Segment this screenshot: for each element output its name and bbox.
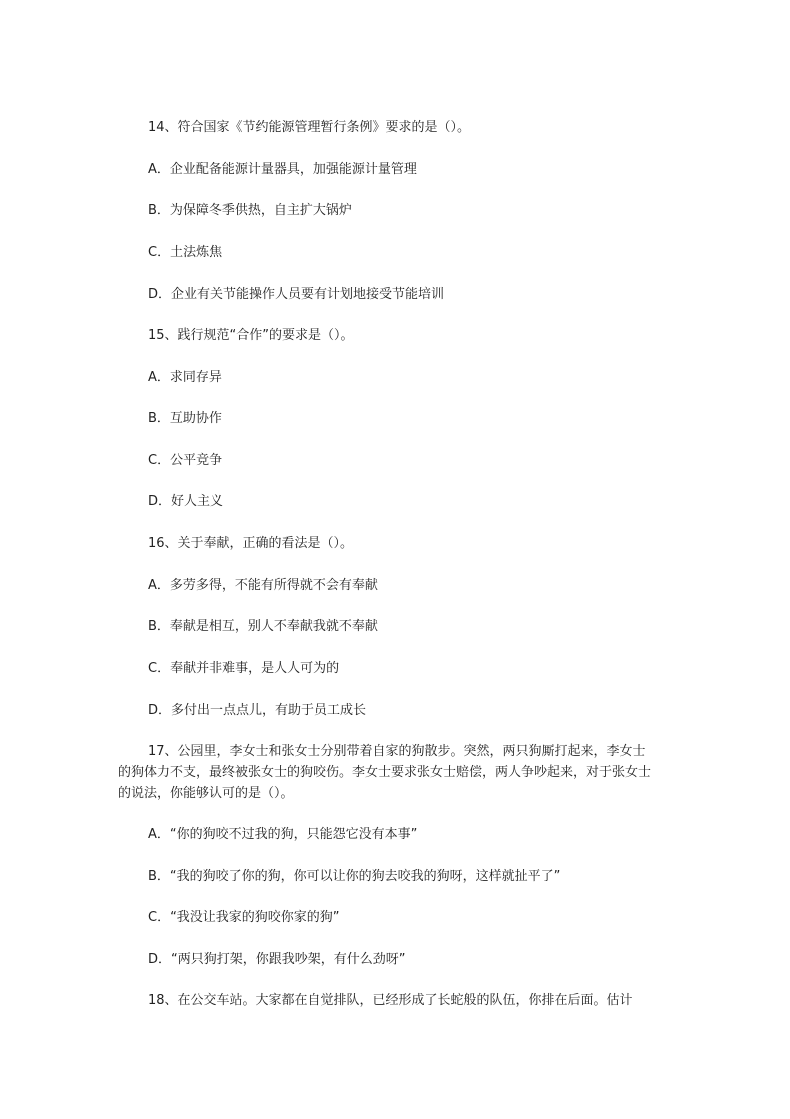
question-15-option-b: B．互助协作 — [148, 411, 222, 426]
question-16-option-a: A．多劳多得，不能有所得就不会有奉献 — [148, 578, 378, 593]
question-15-option-c: C．公平竞争 — [148, 453, 223, 468]
question-17-stem: 17、公园里，李女士和张女士分别带着自家的狗散步。突然，两只狗厮打起来，李女士的狗体力不支，最终被张女士的狗咬伤。李女士要求张女士赔偿，两人争吵起来，对于张女士的说法，你能够认可的是（）。 — [118, 744, 652, 801]
question-17-option-b: B．“我的狗咬了你的狗，你可以让你的狗去咬我的狗呀，这样就扯平了” — [148, 869, 561, 884]
question-15-option-d: D．好人主义 — [148, 494, 224, 509]
question-14-option-b: B．为保障冬季供热，自主扩大锅炉 — [148, 203, 352, 218]
question-14-option-d: D．企业有关节能操作人员要有计划地接受节能培训 — [148, 287, 445, 302]
question-14-option-c: C．土法炼焦 — [148, 245, 223, 260]
question-17-option-a: A．“你的狗咬不过我的狗，只能怨它没有本事” — [148, 827, 418, 842]
question-14-stem: 14、符合国家《节约能源管理暂行条例》要求的是（）。 — [148, 120, 471, 135]
question-17-option-d: D．“两只狗打架，你跟我吵架，有什么劲呀” — [148, 952, 406, 967]
question-16-option-b: B．奉献是相互，别人不奉献我就不奉献 — [148, 619, 378, 634]
question-16-stem: 16、关于奉献，正确的看法是（）。 — [148, 536, 354, 551]
question-16-option-d: D．多付出一点点儿，有助于员工成长 — [148, 703, 367, 718]
question-14-option-a: A．企业配备能源计量器具，加强能源计量管理 — [148, 162, 417, 177]
question-16-option-c: C．奉献并非难事，是人人可为的 — [148, 661, 340, 676]
question-15-stem: 15、践行规范“合作”的要求是（）。 — [148, 328, 354, 343]
question-15-option-a: A．求同存异 — [148, 370, 222, 385]
question-17-option-c: C．“我没让我家的狗咬你家的狗” — [148, 910, 340, 925]
question-18-stem: 18、在公交车站。大家都在自觉排队，已经形成了长蛇般的队伍，你排在后面。估计 — [148, 993, 633, 1008]
